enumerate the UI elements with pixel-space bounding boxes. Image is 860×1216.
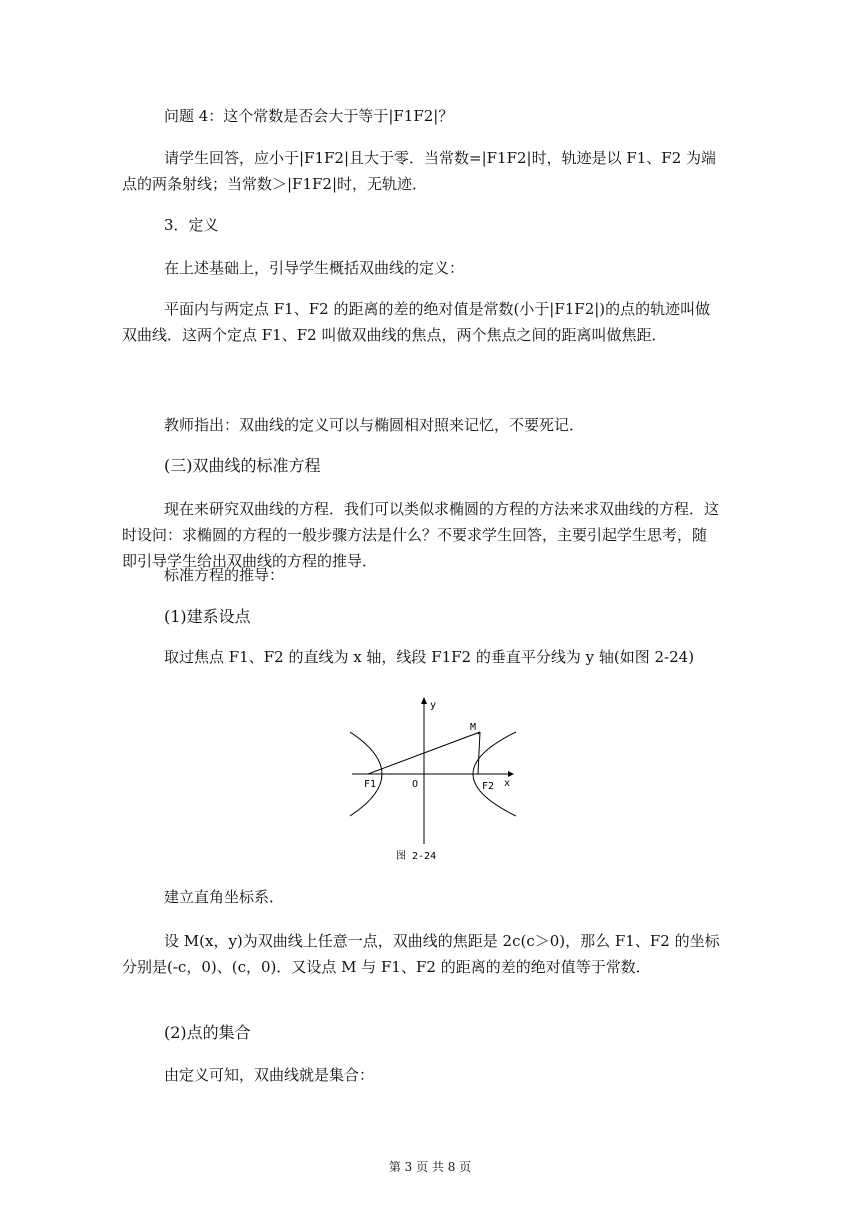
coordinate-paragraph: 建立直角坐标系． [164,888,285,906]
x-axis-arrow [508,771,514,777]
step-1-heading: (1)建系设点 [164,607,251,626]
label-y: y [430,700,437,711]
study-paragraph: 现在来研究双曲线的方程．我们可以类似求椭圆的方程的方法来求双曲线的方程．这时设问：求椭圆的方程的一般步骤方法是什么？不要求学生回答，主要引起学生思考，随即引导学生给出双曲线的方程的推导． [122,500,720,570]
label-f1: F1 [364,779,377,790]
set-m-paragraph: 设 M(x，y)为双曲线上任意一点，双曲线的焦距是 2c(c＞0)，那么 F1、F2 的坐标分别是(-c，0)、(c，0)．又设点 M 与 F1、F2 的距离的差的绝对值等于常数． [122,932,720,976]
label-f2: F2 [482,781,495,792]
line-m-f2-b [478,732,480,774]
definition-lead: 在上述基础上，引导学生概括双曲线的定义： [164,259,465,277]
label-m: M [470,722,477,733]
section-3-heading: 3．定义 [164,216,219,234]
axis-paragraph: 取过焦点 F1、F2 的直线为 x 轴，线段 F1F2 的垂直平分线为 y 轴(如图 2-24) [164,648,695,666]
teacher-note: 教师指出：双曲线的定义可以与椭圆相对照来记忆，不要死记． [164,416,585,434]
label-x: x [504,778,511,789]
label-o: O [412,779,419,790]
set-definition: 由定义可知，双曲线就是集合： [164,1066,375,1084]
derive-heading: 标准方程的推导： [164,566,285,584]
hyperbola-figure [350,694,516,866]
figure-caption: 图 2-24 [396,851,437,862]
answer-paragraph: 请学生回答，应小于|F1F2|且大于零．当常数=|F1F2|时，轨迹是以 F1、F2 为端点的两条射线；当常数＞|F1F2|时，无轨迹． [122,149,717,193]
step-2-heading: (2)点的集合 [164,1023,251,1042]
page-footer: 第 3 页 共 8 页 [388,1160,472,1174]
question-4: 问题 4：这个常数是否会大于等于|F1F2|？ [164,107,454,125]
y-axis-arrow [421,697,427,704]
definition-paragraph: 平面内与两定点 F1、F2 的距离的差的绝对值是常数(小于|F1F2|)的点的轨迹叫做双曲线．这两个定点 F1、F2 叫做双曲线的焦点，两个焦点之间的距离叫做焦距． [122,300,711,344]
part-3-heading: (三)双曲线的标准方程 [164,456,321,475]
